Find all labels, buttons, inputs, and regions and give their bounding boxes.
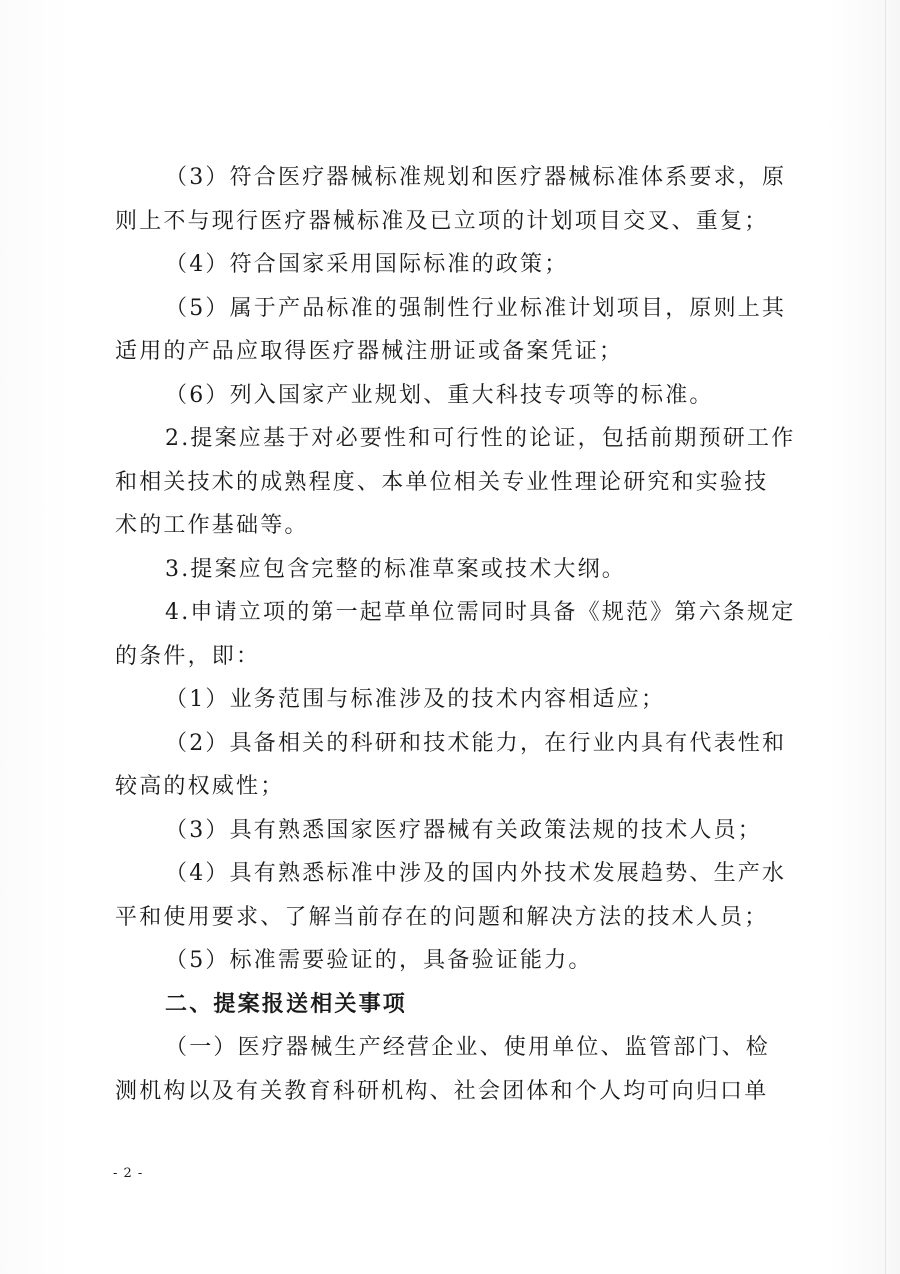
text-line: （一）医疗器械生产经营企业、使用单位、监管部门、检: [165, 1035, 771, 1060]
text-line: （4）符合国家采用国际标准的政策；: [165, 252, 569, 277]
scan-edge-line: [885, 0, 886, 1274]
text-line: （3）具有熟悉国家医疗器械有关政策法规的技术人员；: [165, 817, 762, 843]
text-line: 3.提案应包含完整的标准草案或技术大纲。: [165, 556, 626, 582]
text-line: 2.提案应基于对必要性和可行性的论证，包括前期预研工作: [165, 426, 796, 451]
text-line: 则上不与现行医疗器械标准及已立项的计划项目交叉、重复；: [115, 208, 769, 234]
text-line: （4）具有熟悉标准中涉及的国内外技术发展趋势、生产水: [165, 861, 787, 886]
text-line: 的条件，即：: [115, 643, 261, 669]
text-line: （3）符合医疗器械标准规划和医疗器械标准体系要求，原: [165, 165, 787, 190]
text-line: （5）属于产品标准的强制性行业标准计划项目，原则上其: [165, 295, 787, 321]
text-line: （6）列入国家产业规划、重大科技专项等的标准。: [165, 382, 714, 408]
text-line: 术的工作基础等。: [115, 513, 309, 538]
text-line: 测机构以及有关教育科研机构、社会团体和个人均可向归口单: [115, 1078, 769, 1104]
text-line: 平和使用要求、了解当前存在的问题和解决方法的技术人员；: [115, 904, 769, 930]
document-body: [115, 156, 796, 1113]
text-line: 适用的产品应取得医疗器械注册证或备案凭证；: [115, 339, 624, 364]
text-line: 较高的权威性；: [115, 774, 285, 799]
text-line: （2）具备相关的科研和技术能力，在行业内具有代表性和: [165, 730, 787, 756]
text-line: 4.申请立项的第一起草单位需同时具备《规范》第六条规定: [165, 600, 796, 625]
page-number: - 2 -: [113, 1166, 144, 1181]
section-heading: 二、提案报送相关事项: [165, 991, 408, 1017]
text-line: （5）标准需要验证的，具备验证能力。: [165, 948, 593, 973]
text-line: （1）业务范围与标准涉及的技术内容相适应；: [165, 687, 666, 712]
text-line: 和相关技术的成熟程度、本单位相关专业性理论研究和实验技: [115, 469, 769, 495]
